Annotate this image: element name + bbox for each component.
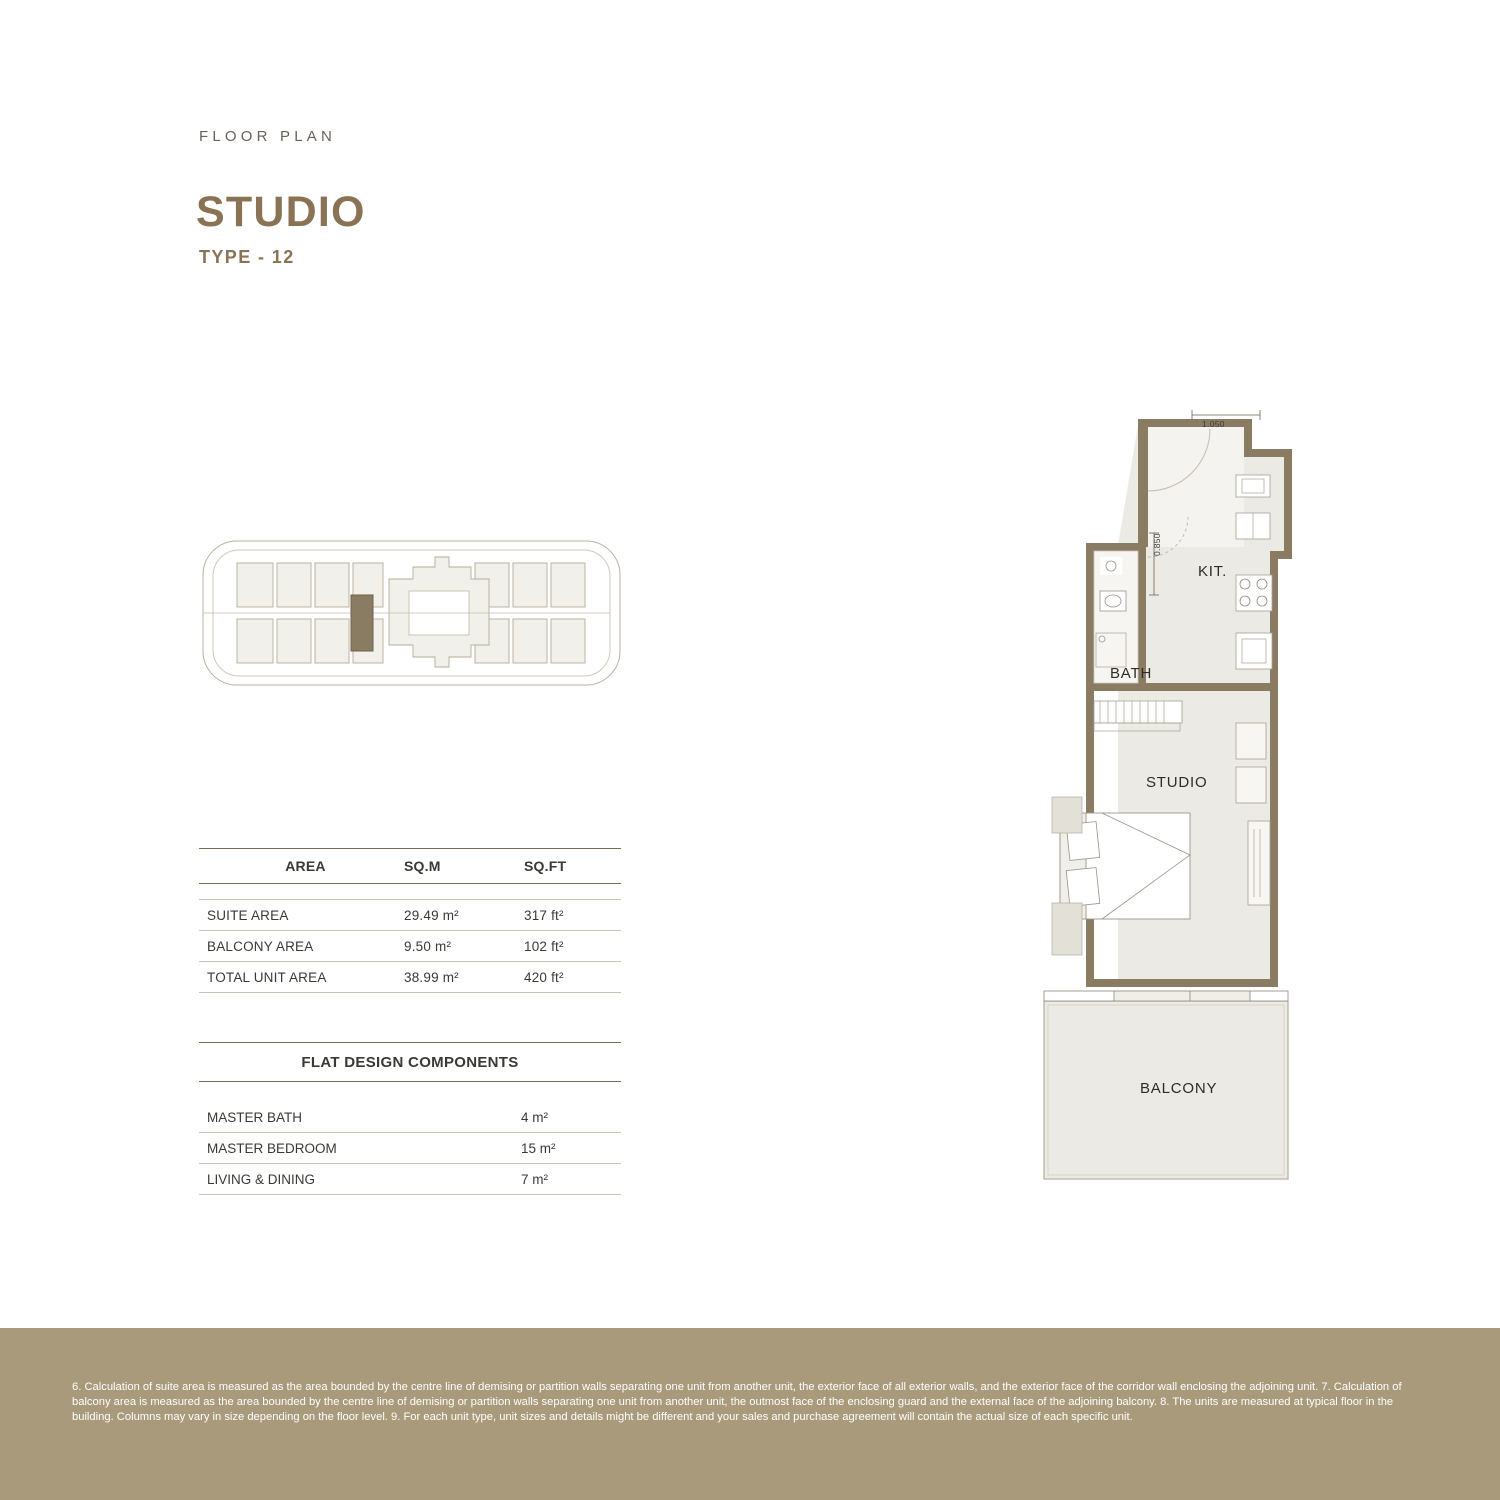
bath-room: [1094, 551, 1138, 683]
plan-label-bath: BATH: [1110, 665, 1153, 682]
component-name: LIVING & DINING: [207, 1171, 316, 1187]
area-row-sqft: 420 ft²: [524, 969, 564, 985]
area-table-header: [199, 848, 621, 884]
area-table-header-sqm: SQ.M: [404, 858, 441, 874]
area-row-label: TOTAL UNIT AREA: [207, 969, 327, 985]
area-row-sqft: 317 ft²: [524, 907, 564, 923]
area-row-label: SUITE AREA: [207, 907, 289, 923]
area-table-header-sqft: SQ.FT: [524, 858, 567, 874]
components-table: [199, 1042, 621, 1195]
table-row: [199, 1164, 621, 1195]
unit-floor-plan: [1030, 405, 1360, 1185]
area-row-sqm: 38.99 m²: [404, 969, 459, 985]
component-name: MASTER BEDROOM: [207, 1140, 337, 1156]
unit-floor-plan-svg: [1030, 405, 1360, 1185]
page-kicker: FLOOR PLAN: [199, 128, 337, 145]
key-plan-svg: [199, 533, 624, 693]
component-name: MASTER BATH: [207, 1109, 303, 1125]
area-table-spacer: [199, 884, 621, 900]
footer-disclaimer: 6. Calculation of suite area is measured as the area bounded by the centre line of demising or partition walls separating one unit from another unit, the exterior face of all exterior walls, and the exterior face of the corridor wall enclosing the adjoining unit. 7. Calculation of balcony area is measured as the area bounded by the centre line of demising or partition walls separating one unit from another unit, the outmost face of the enclosing guard and the external face of the adjoining balcony. 8. The units are measured at typical floor in the building. Columns may vary in size depending on the floor level. 9. For each unit type, unit sizes and details might be different and your sales and purchase agreement will contain the actual size of each specific unit.: [72, 1381, 1402, 1423]
area-table: [199, 848, 621, 993]
area-row-label: BALCONY AREA: [207, 938, 314, 954]
key-plan-highlighted-unit: [351, 595, 373, 651]
components-table-spacer: [199, 1082, 621, 1102]
plan-label-kitchen: KIT.: [1198, 563, 1228, 580]
area-row-sqft: 102 ft²: [524, 938, 564, 954]
entry-foyer: [1148, 427, 1244, 557]
plan-label-studio: STUDIO: [1146, 774, 1208, 791]
table-row: [199, 1133, 621, 1164]
area-row-sqm: 9.50 m²: [404, 938, 452, 954]
area-row-sqm: 29.49 m²: [404, 907, 459, 923]
table-row: [199, 1102, 621, 1133]
component-value: 15 m²: [521, 1140, 556, 1156]
page-subtitle: TYPE - 12: [199, 247, 295, 267]
key-plan-diagram: [199, 533, 624, 693]
plan-label-balcony: BALCONY: [1140, 1080, 1218, 1097]
area-table-header-area: AREA: [285, 858, 326, 874]
page-title: STUDIO: [196, 188, 366, 236]
components-table-title: FLAT DESIGN COMPONENTS: [199, 1042, 621, 1082]
footer-bar: [0, 1328, 1500, 1500]
dimension-top: 1.050: [1202, 419, 1225, 429]
component-value: 7 m²: [521, 1171, 548, 1187]
dimension-side: 0.850: [1152, 533, 1162, 556]
table-row: [199, 900, 621, 931]
table-row: [199, 931, 621, 962]
component-value: 4 m²: [521, 1109, 548, 1125]
table-row: [199, 962, 621, 993]
